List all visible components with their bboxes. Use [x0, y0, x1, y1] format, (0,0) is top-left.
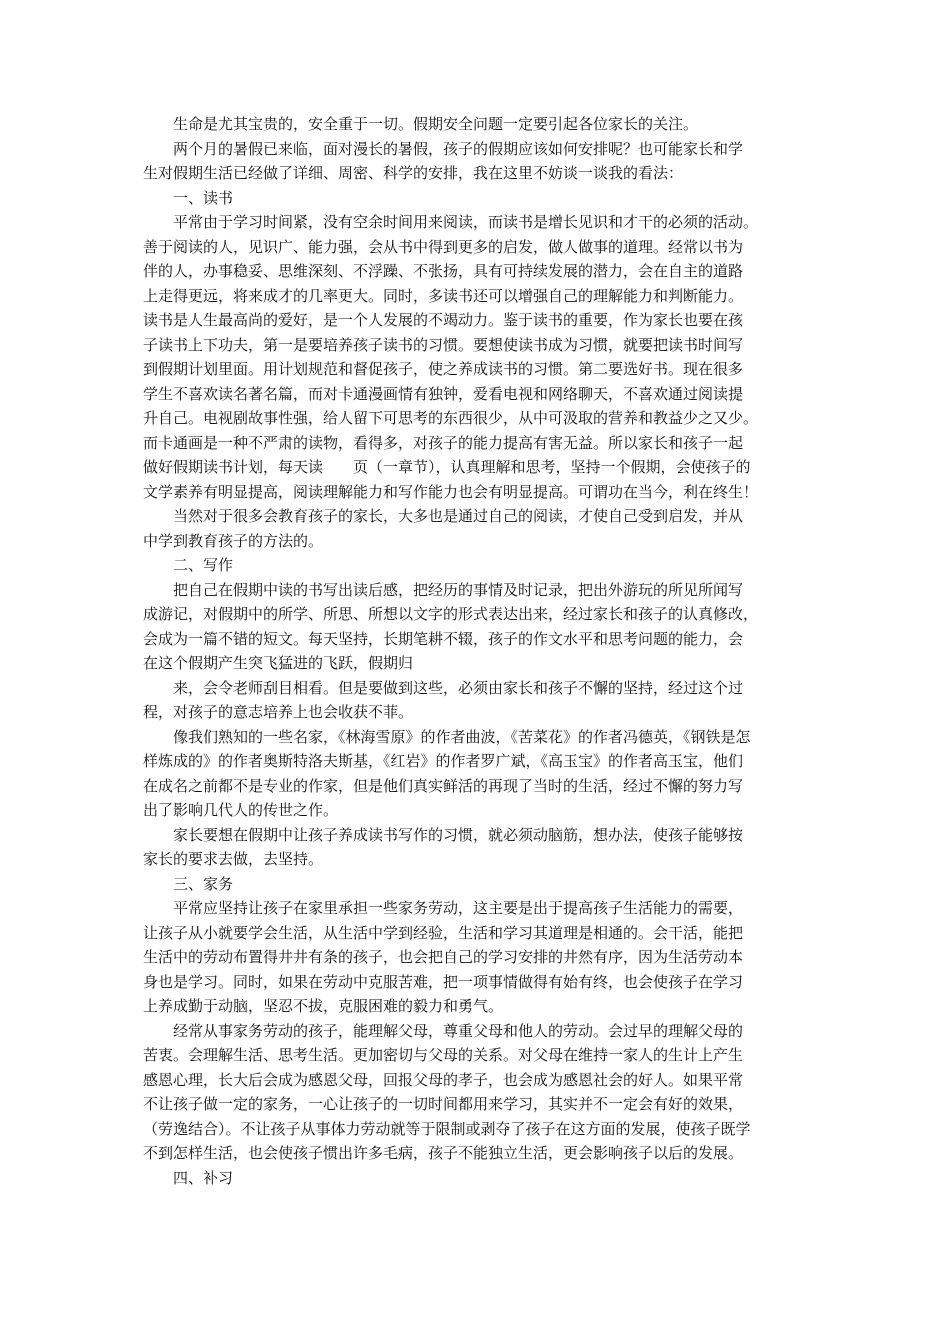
- text-line: 善于阅读的人，见识广、能力强，会从书中得到更多的启发，做人做事的道理。经常以书为: [143, 237, 744, 256]
- text-line: 二、写作: [173, 556, 234, 574]
- text-line: 身也是学习。同时，如果在劳动中克服苦难，把一项事情做得有始有终，也会使孩子在学习: [143, 972, 744, 991]
- text-line: （劳逸结合）。不让孩子从事体力劳动就等于限制或剥夺了孩子在这方面的发展，使孩子既学: [143, 1119, 751, 1138]
- text-line: 平常应坚持让孩子在家里承担一些家务劳动，这主要是出于提高孩子生活能力的需要，: [173, 899, 744, 917]
- text-line: 平常由于学习时间紧，没有空余时间用来阅读，而读书是增长见识和才干的必须的活动。: [173, 213, 759, 231]
- text-line: 中学到教育孩子的方法的。: [143, 531, 324, 550]
- text-line: 家长要想在假期中让孩子养成读书写作的习惯，就必须动脑筋，想办法，使孩子能够按: [173, 825, 744, 844]
- text-line: 出了影响几代人的传世之作。: [143, 801, 339, 819]
- text-line: 三、家务: [173, 874, 234, 893]
- text-line: 把自己在假期中读的书写出读后感，把经历的事情及时记录，把出外游玩的所见所闻写: [173, 580, 744, 599]
- text-line: 家长的要求去做，去坚持。: [143, 850, 324, 868]
- text-line: 四、补习: [173, 1168, 234, 1187]
- text-line: 来，会令老师刮目相看。但是要做到这些，必须由家长和孩子不懈的坚持，经过这个过: [173, 678, 744, 697]
- text-line: 苦衷。会理解生活、思考生活。更加密切与父母的关系。对父母在维持一家人的生计上产生: [143, 1046, 744, 1064]
- text-line: 上养成勤于动脑，坚忍不拔，克服困难的毅力和勇气。: [143, 997, 504, 1015]
- text-line: 做好假期读书计划，每天读 页（一章节），认真理解和思考，坚持一个假期，会使孩子的: [143, 458, 751, 476]
- text-line: 读书是人生最高尚的爱好，是一个人发展的不竭动力。鉴于读书的重要，作为家长也要在孩: [143, 311, 744, 329]
- text-line: 成游记，对假期中的所学、所思、所想以文字的形式表达出来，经过家长和孩子的认真修改，: [143, 605, 759, 623]
- text-line: 而卡通画是一种不严肃的读物，看得多，对孩子的能力提高有害无益。所以家长和孩子一起: [143, 433, 744, 452]
- text-line: 程，对孩子的意志培养上也会收获不菲。: [143, 703, 414, 721]
- text-line: 感恩心理，长大后会成为感恩父母，回报父母的孝子，也会成为感恩社会的好人。如果平常: [143, 1070, 744, 1089]
- text-line: 升自己。电视剧故事性强，给人留下可思考的东西很少，从中可汲取的营养和教益少之又少。: [143, 409, 759, 427]
- text-line: 上走得更远，将来成才的几率更大。同时，多读书还可以增强自己的理解能力和判断能力。: [143, 286, 744, 305]
- text-line: 让孩子从小就要学会生活，从生活中学到经验，生活和学习其道理是相通的。会干活，能把: [143, 923, 744, 942]
- text-line: 会成为一篇不错的短文。每天坚持，长期笔耕不辍，孩子的作文水平和思考问题的能力，会: [143, 629, 744, 648]
- text-line: 子读书上下功夫，第一是要培养孩子读书的习惯。要想使读书成为习惯，就要把读书时间写: [143, 335, 744, 354]
- text-line: 当然对于很多会教育孩子的家长，大多也是通过自己的阅读，才使自己受到启发，并从: [173, 507, 744, 525]
- text-line: 不到怎样生活，也会使孩子惯出许多毛病，孩子不能独立生活，更会影响孩子以后的发展。: [143, 1144, 744, 1162]
- text-line: 在成名之前都不是专业的作家，但是他们真实鲜活的再现了当时的生活，经过不懈的努力写: [143, 776, 744, 795]
- text-line: 伴的人，办事稳妥、思维深刻、不浮躁、不张扬，具有可持续发展的潜力，会在自主的道路: [143, 262, 744, 280]
- text-line: 两个月的暑假已来临，面对漫长的暑假，孩子的假期应该如何安排呢？也可能家长和学: [173, 139, 744, 158]
- text-line: 到假期计划里面。用计划规范和督促孩子，使之养成读书的习惯。第二要选好书。现在很多: [143, 360, 744, 378]
- text-line: 在这个假期产生突飞猛进的飞跃，假期归: [143, 654, 414, 672]
- text-line: 不让孩子做一定的家务，一心让孩子的一切时间都用来学习，其实并不一定会有好的效果，: [143, 1095, 744, 1113]
- text-line: 一、读书: [173, 188, 234, 207]
- text-line: 生对假期生活已经做了详细、周密、科学的安排，我在这里不妨谈一谈我的看法：: [143, 164, 684, 182]
- text-line: 样炼成的》的作者奥斯特洛夫斯基，《红岩》的作者罗广斌，《高玉宝》的作者高玉宝，他们: [143, 752, 744, 770]
- text-line: 文学素养有明显提高，阅读理解能力和写作能力也会有明显提高。可谓功在当今，利在终生！: [143, 482, 759, 501]
- text-line: 学生不喜欢读名著名篇，而对卡通漫画情有独钟，爱看电视和网络聊天，不喜欢通过阅读提: [143, 384, 744, 403]
- text-line: 生命是尤其宝贵的，安全重于一切。假期安全问题一定要引起各位家长的关注。: [173, 115, 699, 133]
- text-line: 像我们熟知的一些名家，《林海雪原》的作者曲波，《苦菜花》的作者冯德英，《钢铁是怎: [173, 727, 751, 746]
- text-line: 经常从事家务劳动的孩子，能理解父母，尊重父母和他人的劳动。会过早的理解父母的: [173, 1021, 744, 1040]
- text-line: 生活中的劳动布置得井井有条的孩子，也会把自己的学习安排的井然有序，因为生活劳动本: [143, 948, 744, 966]
- document-body: [143, 112, 813, 1190]
